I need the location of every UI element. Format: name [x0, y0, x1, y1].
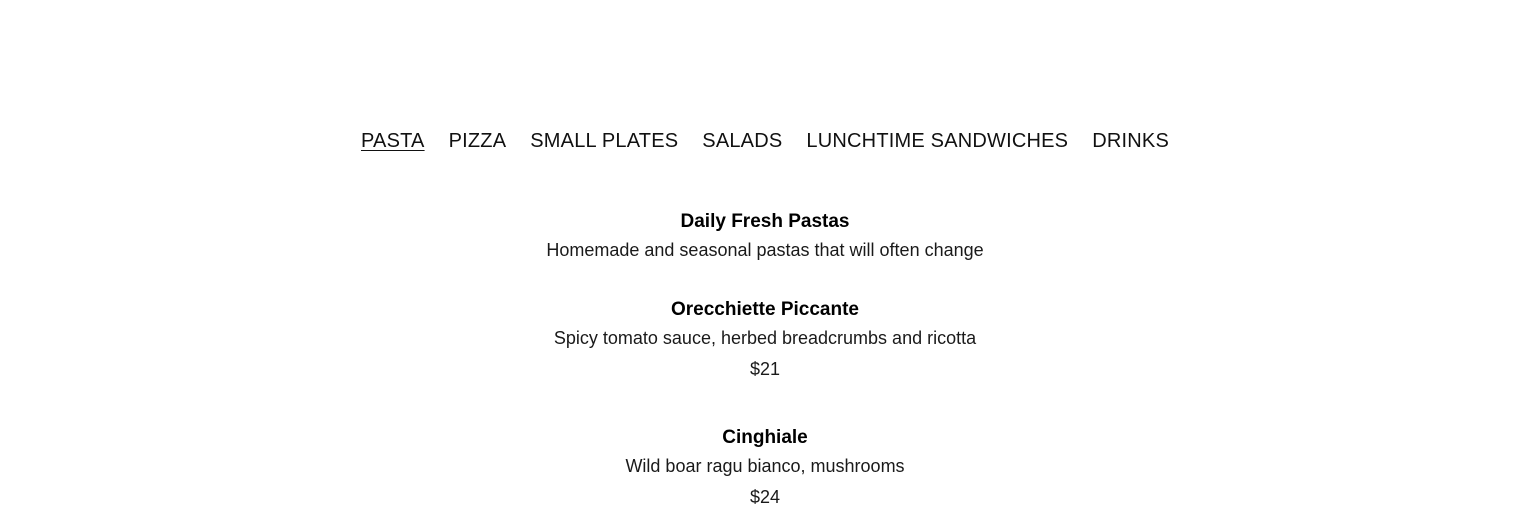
menu-item-description: Wild boar ragu bianco, mushrooms [625, 456, 905, 476]
tab-lunchtime-sandwiches[interactable]: LUNCHTIME SANDWICHES [806, 130, 1069, 152]
menu-item [0, 296, 1530, 424]
tab-drinks[interactable]: DRINKS [1092, 130, 1169, 152]
menu-item [0, 424, 1530, 511]
tab-pasta[interactable]: PASTA [360, 130, 425, 152]
menu-item-price: $24 [749, 487, 781, 507]
menu-category-tabs [0, 128, 1530, 154]
menu-item-name: Daily Fresh Pastas [680, 211, 850, 232]
menu-item-name: Orecchiette Piccante [671, 299, 859, 320]
menu-item [0, 208, 1530, 296]
menu-item-name: Cinghiale [722, 427, 808, 448]
tab-salads[interactable]: SALADS [702, 130, 783, 152]
menu-item-description: Homemade and seasonal pastas that will often change [546, 240, 984, 260]
menu-list [0, 208, 1530, 511]
tab-small-plates[interactable]: SMALL PLATES [530, 130, 679, 152]
menu-item-price: $21 [749, 359, 781, 379]
menu-item-description: Spicy tomato sauce, herbed breadcrumbs and ricotta [553, 328, 977, 348]
tab-pizza[interactable]: PIZZA [448, 130, 507, 152]
